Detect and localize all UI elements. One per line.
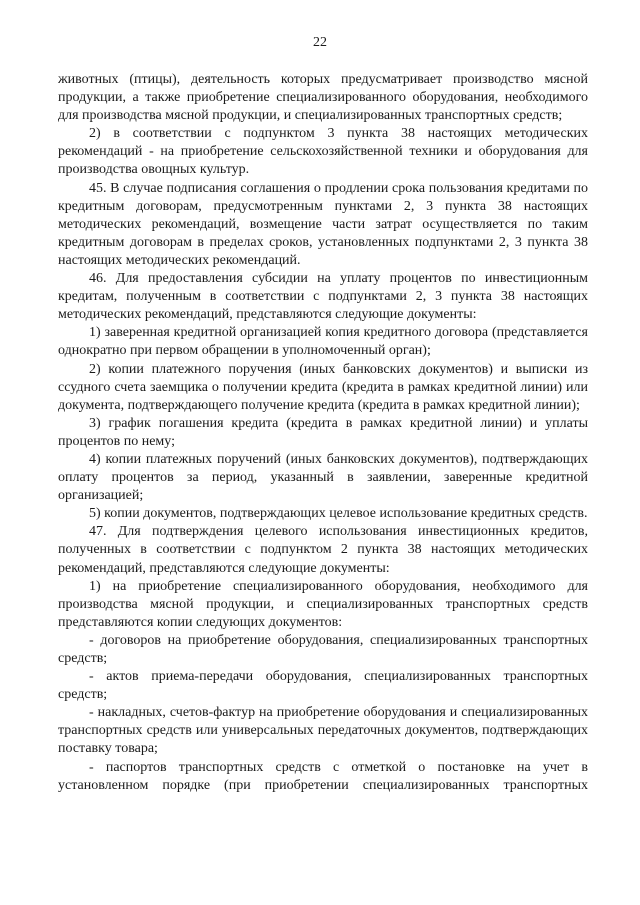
paragraph: 47. Для подтверждения целевого использования инвестиционных кредитов, полученных в соответствии с подпунктом 2 пункта 38 настоящих методических рекомендаций, представляются следующие документы: bbox=[58, 524, 588, 576]
paragraph: 3) график погашения кредита (кредита в рамках кредитной линии) и уплаты процентов по нему; bbox=[58, 415, 588, 449]
paragraph: - актов приема-передачи оборудования, специализированных транспортных средств; bbox=[58, 669, 588, 703]
paragraph: 2) в соответствии с подпунктом 3 пункта 38 настоящих методических рекомендаций - на приобретение сельскохозяйственной техники и оборудования для производства овощных культур. bbox=[58, 126, 588, 178]
paragraph: животных (птицы), деятельность которых предусматривает производство мясной продукции, а также приобретение специализированного оборудования, необходимого для производства мясной продукции, и специализированных транспортных средств; bbox=[58, 72, 588, 124]
page-number: 22 bbox=[313, 35, 327, 50]
paragraph: 46. Для предоставления субсидии на уплату процентов по инвестиционным кредитам, полученным в соответствии с подпунктами 2, 3 пункта 38 настоящих методических рекомендаций, представляются следующие документы: bbox=[58, 271, 588, 323]
paragraph: 45. В случае подписания соглашения о продлении срока пользования кредитами по кредитным договорам, предусмотренным пунктами 2, 3 пункта 38 настоящих методических рекомендаций, возмещение части затрат осуществляется по таким кредитным договорам в пределах сроков, установленных подпунктами 2, 3 пункта 38 настоящих методических рекомендаций. bbox=[58, 180, 588, 268]
paragraph: 5) копии документов, подтверждающих целевое использование кредитных средств. bbox=[89, 506, 588, 522]
document-body bbox=[58, 71, 588, 795]
paragraph: 4) копии платежных поручений (иных банковских документов), подтверждающих оплату процентов за период, указанный в заявлении, заверенные кредитной организацией; bbox=[58, 451, 588, 504]
paragraph: 1) на приобретение специализированного оборудования, необходимого для производства мясной продукции, и специализированных транспортных средств представляются копии следующих документов: bbox=[58, 578, 588, 630]
paragraph: - паспортов транспортных средств с отметкой о постановке на учет в установленном порядке (при приобретении специализированных транспортных bbox=[58, 759, 588, 793]
paragraph: - накладных, счетов-фактур на приобретение оборудования и специализированных транспортных средств или универсальных передаточных документов, подтверждающих поставку товара; bbox=[58, 705, 588, 757]
paragraph: 1) заверенная кредитной организацией копия кредитного договора (представляется однократно при первом обращении в уполномоченный орган); bbox=[58, 325, 588, 359]
paragraph: - договоров на приобретение оборудования, специализированных транспортных средств; bbox=[58, 632, 588, 666]
paragraph: 2) копии платежного поручения (иных банковских документов) и выписки из ссудного счета заемщика о получении кредита (кредита в рамках кредитной линии) или документа, подтверждающего получение кредита (кредита в рамках кредитной линии); bbox=[58, 361, 588, 413]
